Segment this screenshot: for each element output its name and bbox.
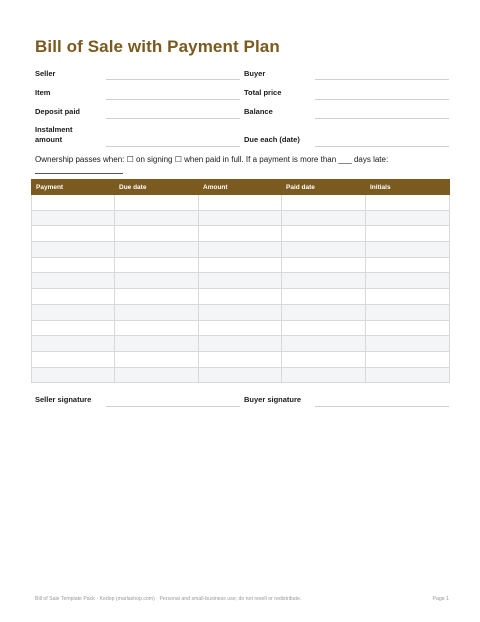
- col-header-initials: Initials: [366, 180, 450, 195]
- cell-initials[interactable]: [366, 367, 450, 383]
- col-header-paid-date: Paid date: [282, 180, 366, 195]
- cell-paid-date[interactable]: [282, 242, 366, 258]
- cell-due-date[interactable]: [115, 320, 199, 336]
- cell-amount[interactable]: [199, 367, 282, 383]
- total-price-field[interactable]: [315, 99, 449, 100]
- instalment-amount-label: Instalment amount: [35, 125, 73, 144]
- cell-paid-date[interactable]: [282, 289, 366, 305]
- cell-due-date[interactable]: [115, 210, 199, 226]
- cell-payment[interactable]: [32, 320, 115, 336]
- cell-initials[interactable]: [366, 195, 450, 211]
- due-each-field[interactable]: [315, 146, 449, 147]
- cell-due-date[interactable]: [115, 351, 199, 367]
- cell-paid-date[interactable]: [282, 304, 366, 320]
- table-header-row: [32, 180, 450, 195]
- cell-payment[interactable]: [32, 336, 115, 352]
- cell-amount[interactable]: [199, 351, 282, 367]
- cell-amount[interactable]: [199, 195, 282, 211]
- cell-due-date[interactable]: [115, 226, 199, 242]
- cell-due-date[interactable]: [115, 242, 199, 258]
- instalment-amount-field[interactable]: [106, 146, 240, 147]
- table-row: [32, 336, 450, 352]
- due-each-label: Due each (date): [244, 135, 300, 144]
- total-price-label: Total price: [244, 88, 282, 97]
- cell-amount[interactable]: [199, 320, 282, 336]
- cell-payment[interactable]: [32, 242, 115, 258]
- cell-amount[interactable]: [199, 336, 282, 352]
- buyer-signature-label: Buyer signature: [244, 395, 302, 404]
- cell-due-date[interactable]: [115, 367, 199, 383]
- cell-paid-date[interactable]: [282, 273, 366, 289]
- cell-amount[interactable]: [199, 273, 282, 289]
- table-row: [32, 367, 450, 383]
- table-row: [32, 195, 450, 211]
- cell-paid-date[interactable]: [282, 226, 366, 242]
- ownership-terms: Ownership passes when: ☐ on signing ☐ when paid in full. If a payment is more than ___ days late:: [35, 155, 389, 164]
- cell-payment[interactable]: [32, 195, 115, 211]
- item-label: Item: [35, 88, 51, 97]
- table-row: [32, 351, 450, 367]
- cell-initials[interactable]: [366, 273, 450, 289]
- cell-paid-date[interactable]: [282, 210, 366, 226]
- cell-due-date[interactable]: [115, 289, 199, 305]
- seller-label: Seller: [35, 69, 56, 78]
- cell-paid-date[interactable]: [282, 195, 366, 211]
- item-field[interactable]: [106, 99, 240, 100]
- table-row: [32, 289, 450, 305]
- cell-initials[interactable]: [366, 289, 450, 305]
- document-title: Bill of Sale with Payment Plan: [35, 37, 280, 56]
- late-terms-field[interactable]: [35, 173, 123, 174]
- cell-payment[interactable]: [32, 367, 115, 383]
- cell-payment[interactable]: [32, 273, 115, 289]
- cell-payment[interactable]: [32, 304, 115, 320]
- buyer-field[interactable]: [315, 79, 449, 80]
- col-header-payment: Payment: [32, 180, 115, 195]
- cell-due-date[interactable]: [115, 273, 199, 289]
- balance-field[interactable]: [315, 118, 449, 119]
- balance-label: Balance: [244, 107, 273, 116]
- col-header-amount: Amount: [199, 180, 282, 195]
- page-number: Page 1: [432, 596, 449, 602]
- cell-amount[interactable]: [199, 289, 282, 305]
- cell-due-date[interactable]: [115, 336, 199, 352]
- table-row: [32, 226, 450, 242]
- cell-payment[interactable]: [32, 289, 115, 305]
- cell-amount[interactable]: [199, 210, 282, 226]
- cell-initials[interactable]: [366, 242, 450, 258]
- table-row: [32, 257, 450, 273]
- deposit-paid-field[interactable]: [106, 118, 240, 119]
- cell-initials[interactable]: [366, 257, 450, 273]
- buyer-label: Buyer: [244, 69, 266, 78]
- seller-signature-field[interactable]: [106, 406, 240, 407]
- cell-initials[interactable]: [366, 351, 450, 367]
- cell-amount[interactable]: [199, 257, 282, 273]
- seller-signature-label: Seller signature: [35, 395, 92, 404]
- cell-paid-date[interactable]: [282, 320, 366, 336]
- table-row: [32, 273, 450, 289]
- cell-payment[interactable]: [32, 257, 115, 273]
- footer-note: Bill of Sale Template Pack · Kedop (marlashop.com) · Personal and small-business use; do not resell or redistribute.: [35, 596, 302, 602]
- seller-field[interactable]: [106, 79, 240, 80]
- payment-schedule-table: [31, 179, 450, 383]
- cell-initials[interactable]: [366, 336, 450, 352]
- table-row: [32, 320, 450, 336]
- cell-payment[interactable]: [32, 351, 115, 367]
- buyer-signature-field[interactable]: [315, 406, 449, 407]
- cell-payment[interactable]: [32, 226, 115, 242]
- cell-payment[interactable]: [32, 210, 115, 226]
- cell-paid-date[interactable]: [282, 351, 366, 367]
- cell-amount[interactable]: [199, 226, 282, 242]
- table-row: [32, 304, 450, 320]
- table-row: [32, 210, 450, 226]
- cell-initials[interactable]: [366, 304, 450, 320]
- cell-initials[interactable]: [366, 320, 450, 336]
- cell-paid-date[interactable]: [282, 257, 366, 273]
- cell-initials[interactable]: [366, 210, 450, 226]
- cell-due-date[interactable]: [115, 195, 199, 211]
- cell-due-date[interactable]: [115, 257, 199, 273]
- cell-amount[interactable]: [199, 242, 282, 258]
- col-header-due-date: Due date: [115, 180, 199, 195]
- cell-amount[interactable]: [199, 304, 282, 320]
- cell-paid-date[interactable]: [282, 367, 366, 383]
- cell-initials[interactable]: [366, 226, 450, 242]
- cell-due-date[interactable]: [115, 304, 199, 320]
- deposit-paid-label: Deposit paid: [35, 107, 81, 116]
- cell-paid-date[interactable]: [282, 336, 366, 352]
- table-row: [32, 242, 450, 258]
